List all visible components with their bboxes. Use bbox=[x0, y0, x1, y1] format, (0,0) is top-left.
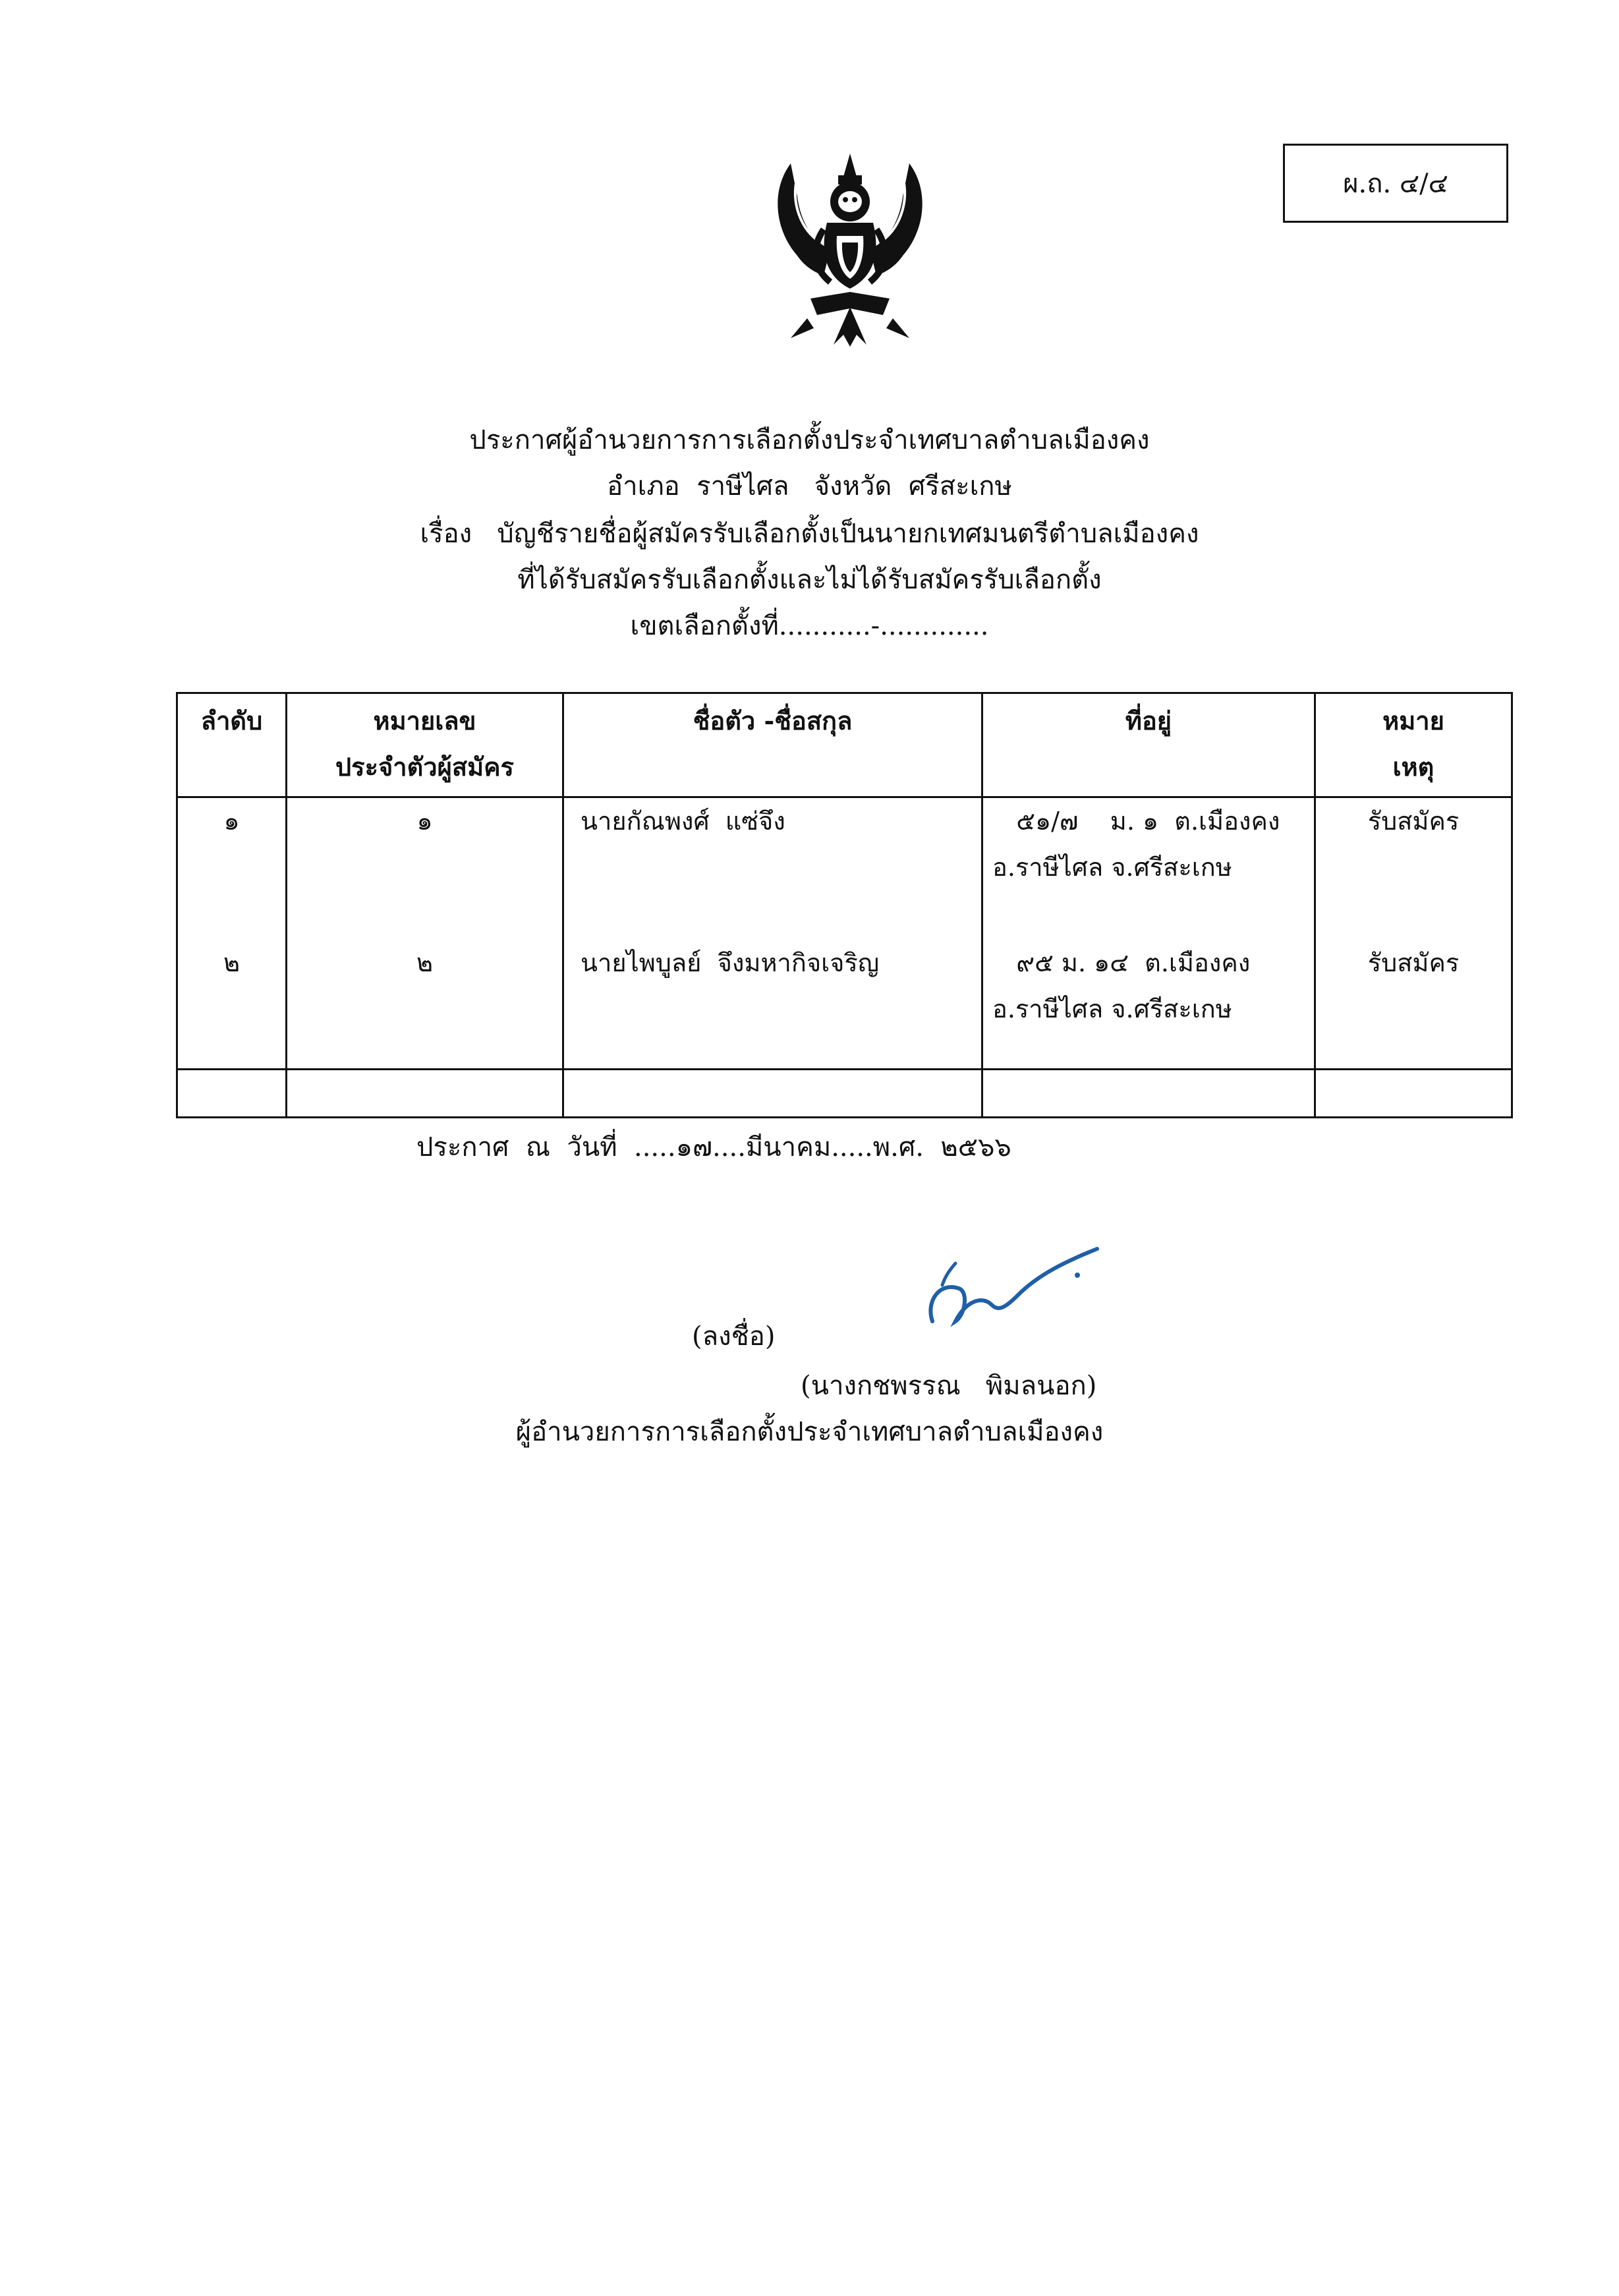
announcement-date: ประกาศ ณ วันที่ .....๑๗....มีนาคม.....พ.ศ. ๒๕๖๖ bbox=[416, 1132, 1011, 1162]
cell-name: นายกัณพงศ์ แซ่จึง นายไพบูลย์ จึงมหากิจเจริญ bbox=[563, 797, 982, 1070]
header-address: ที่อยู่ bbox=[982, 693, 1315, 797]
signer-title: ผู้อำนวยการการเลือกตั้งประจำเทศบาลตำบลเมืองคง bbox=[515, 1417, 1104, 1447]
garuda-emblem bbox=[751, 150, 949, 348]
table-header-row bbox=[177, 693, 1512, 797]
empty-cell bbox=[177, 1070, 287, 1118]
sign-label: (ลงชื่อ) bbox=[692, 1321, 776, 1352]
form-code: ผ.ถ. ๔/๔ bbox=[1343, 169, 1448, 199]
header-name: ชื่อตัว -ชื่อสกุล bbox=[563, 693, 982, 797]
empty-cell bbox=[982, 1070, 1315, 1118]
handwritten-signature bbox=[919, 1222, 1104, 1335]
empty-cell bbox=[1315, 1070, 1512, 1118]
signer-name: (นางกชพรรณ พิมลนอก) bbox=[801, 1371, 1097, 1401]
candidates-table bbox=[176, 692, 1513, 1118]
table-empty-row bbox=[177, 1070, 1512, 1118]
header-order: ลำดับ bbox=[177, 693, 287, 797]
header-number: หมายเลข ประจำตัวผู้สมัคร bbox=[287, 693, 563, 797]
heading-line-4: ที่ได้รับสมัครรับเลือกตั้งและไม่ได้รับสมัครรับเลือกตั้ง bbox=[517, 565, 1102, 595]
empty-cell bbox=[563, 1070, 982, 1118]
heading-line-5: เขตเลือกตั้งที่...........-............. bbox=[630, 611, 989, 641]
heading-line-2: อำเภอ ราษีไศล จังหวัด ศรีสะเกษ bbox=[607, 471, 1012, 502]
cell-remark: รับสมัคร รับสมัคร bbox=[1315, 797, 1512, 1070]
cell-order: ๑ ๒ bbox=[177, 797, 287, 1070]
heading-line-1: ประกาศผู้อำนวยการการเลือกตั้งประจำเทศบาลตำบลเมืองคง bbox=[469, 425, 1150, 455]
cell-address: ๕๑/๗ ม. ๑ ต.เมืองคง อ.ราษีไศล จ.ศรีสะเกษ ๙๕ ม. ๑๔ ต.เมืองคง อ.ราษีไศล จ.ศรีสะเกษ bbox=[982, 797, 1315, 1070]
header-remark: หมาย เหตุ bbox=[1315, 693, 1512, 797]
cell-number: ๑ ๒ bbox=[287, 797, 563, 1070]
form-code-box bbox=[1283, 144, 1508, 223]
empty-cell bbox=[287, 1070, 563, 1118]
heading-line-3: เรื่อง บัญชีรายชื่อผู้สมัครรับเลือกตั้งเป็นนายกเทศมนตรีตำบลเมืองคง bbox=[420, 519, 1199, 549]
table-body-row bbox=[177, 797, 1512, 1070]
